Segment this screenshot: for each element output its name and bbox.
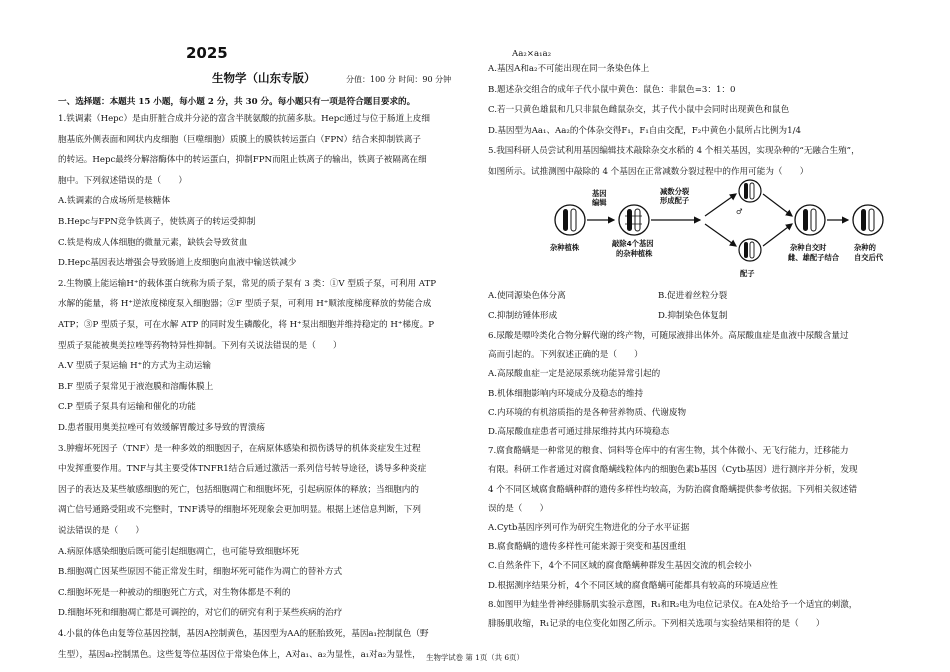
gene-edit-label-2: 编辑 [592, 198, 607, 207]
text-line: 4 个不同区域腐食酪螨种群的遗传多样性均较高，为防治腐食酪螨提供参考依据。下列相关叙述错 [488, 484, 858, 495]
text-line: 的转运。Hepc最终分解溶酶体中的转运蛋白，抑制FPN而阻止铁离子的输出，铁离子被隔离在细 [58, 155, 427, 166]
selfing-label-1: 杂种自交时 [790, 243, 827, 252]
text-line: A.病原体感染细胞后既可能引起细胞凋亡，也可能导致细胞坏死 [58, 546, 299, 557]
q5-option-d: D.抑制染色体复制 [658, 311, 728, 321]
arrow-from-gamete-top [763, 194, 792, 216]
score-time-info: 分值：100 分 时间：90 分钟 [346, 75, 452, 84]
selfing-label-2: 雌、雄配子结合 [788, 253, 840, 262]
meiosis-label-1: 减数分裂 [660, 187, 690, 196]
text-line: D.根据测序结果分析，4个不同区域的腐食酪螨可能都具有较高的环境适应性 [488, 580, 778, 591]
text-line: 8.如图甲为蛙坐骨神经腓肠肌实验示意图，R₁和R₂电为电位记录仪。在A处给予一个适宜的刺激， [488, 599, 858, 610]
text-line: 有限。科研工作者通过对腐食酪螨线粒体内的细胞色素b基因（Cytb基因）进行测序并分析，发现 [488, 465, 858, 476]
text-line: 说法错误的是（ ） [58, 526, 144, 536]
text-line: C.内环境的有机溶质指的是各种营养物质、代谢废物 [488, 407, 687, 418]
text-line: D.患者服用奥美拉唑可有效缓解胃酸过多导致的胃溃疡 [58, 423, 265, 433]
text-line: C.若一只黄色雄鼠和几只非鼠色雌鼠杂交，其子代小鼠中会同时出现黄色和鼠色 [488, 105, 790, 116]
text-line: 2.生物膜上能运输H⁺的载体蛋白统称为质子泵，常见的质子泵有 3 类：①V 型质子泵，可利用 ATP [58, 278, 437, 289]
meiosis-label-2: 形成配子 [660, 196, 690, 205]
text-line: C.细胞坏死是一种被动的细胞死亡方式，对生物体都是不利的 [58, 587, 291, 598]
text-line: C.P 型质子泵具有运输和催化的功能 [58, 402, 196, 413]
zygote-cell [795, 205, 825, 235]
text-line: 4.小鼠的体色由复等位基因控制，基因A控制黄色，基因型为AA的胚胎致死，基因a₁控制鼠色（野 [58, 629, 429, 639]
text-line: B.机体细胞影响内环境成分及稳态的维持 [488, 388, 644, 399]
hybrid-label: 杂种植株 [550, 243, 580, 252]
text-line: C.铁是构成人体细胞的微量元素，缺铁会导致贫血 [58, 237, 248, 248]
text-line: 腓肠肌收缩，R₁记录的电位变化如图乙所示。下列相关选项与实验结果相符的是（ ） [488, 619, 825, 629]
offspring-label-1: 杂种的 [854, 243, 876, 252]
text-line: 型质子泵能被奥美拉唑等药物特异性抑制。下列有关说法错误的是（ ） [58, 340, 342, 351]
text-line: 6.尿酸是嘌呤类化合物分解代谢的终产物，可随尿液排出体外。高尿酸血症是血液中尿酸含量过 [488, 331, 849, 341]
arrow-to-gamete-top [705, 194, 736, 216]
exam-subject-title: 生物学（山东专版） [212, 71, 316, 85]
q5-option-b: B.促进着丝粒分裂 [658, 291, 728, 301]
text-line: 1.铁调素（Hepc）是由肝脏合成并分泌的富含半胱氨酸的抗菌多肽。Hepc通过与位于肠道上皮细 [58, 114, 430, 124]
gene-edit-label-1: 基因 [592, 189, 607, 198]
female-gamete [739, 239, 761, 261]
male-gamete [739, 180, 761, 202]
genotype-fragment: Aa₂×a₁a₂ [512, 49, 552, 59]
arrow-to-gamete-bottom [705, 224, 736, 246]
text-line: 胞中。下列叙述错误的是（ ） [58, 175, 187, 186]
text-line: A.高尿酸血症一定是泌尿系统功能异常引起的 [488, 369, 661, 380]
apomixis-diagram [548, 178, 888, 286]
text-line: A.V 型质子泵运输 H⁺的方式为主动运输 [58, 361, 211, 372]
page-footer: 生物学试卷 第 1页（共 6页） [426, 653, 524, 662]
hybrid-cell [555, 205, 585, 235]
text-line: B.Hepc与FPN竞争铁离子，使铁离子的转运受抑制 [58, 217, 256, 227]
text-line: A.铁调素的合成场所是核糖体 [58, 196, 171, 207]
text-line: 水解的能量，将 H⁺逆浓度梯度泵入细胞器；②F 型质子泵，可利用 H⁺顺浓度梯度释放的势能合成 [58, 299, 432, 310]
exam-year: 2025 [186, 44, 228, 62]
text-line: D.基因型为Aa₁、Aa₂的个体杂交得F₁，F₁自由交配，F₂中黄色小鼠所占比例为1/4 [488, 125, 801, 136]
offspring-label-2: 自交后代 [854, 253, 884, 262]
text-line: 胞基底外侧表面和网状内皮细胞（巨噬细胞）质膜上的膜铁转运蛋白（FPN）结合来抑制铁离子 [58, 134, 422, 145]
text-line: B.细胞凋亡因某些原因不能正常发生时，细胞坏死可能作为凋亡的替补方式 [58, 567, 343, 578]
text-line: D.细胞坏死和细胞凋亡都是可调控的，对它们的研究有利于某些疾病的治疗 [58, 608, 343, 619]
text-line: C.自然条件下，4个不同区域的腐食酪螨种群发生基因交流的机会较小 [488, 561, 752, 572]
gamete-label: 配子 [740, 269, 755, 278]
text-line: 如图所示。试推测图中敲除的 4 个基因在正常减数分裂过程中的作用可能为（ ） [488, 167, 809, 177]
q5-option-c: C.抑制纺锤体形成 [488, 311, 558, 321]
knockout-label-2: 的杂种植株 [616, 249, 653, 258]
offspring-cell [853, 205, 883, 235]
arrow-from-gamete-bottom [763, 224, 792, 246]
knockout-cell [619, 205, 649, 235]
text-line: B.腐食酪螨的遗传多样性可能来源于突变和基因重组 [488, 542, 687, 553]
text-line: A.Cytb基因序列可作为研究生物进化的分子水平证据 [488, 523, 690, 533]
text-line: 凋亡信号通路受阻或不完整时，TNF诱导的细胞坏死现象会更加明显。根据上述信息判断，下列 [58, 505, 421, 516]
text-line: ATP；③P 型质子泵，可在水解 ATP 的同时发生磷酸化，将 H⁺泵出细胞并维持稳定的 H⁺梯度。P [58, 320, 434, 330]
text-line: 高而引起的。下列叙述正确的是（ ） [488, 350, 643, 361]
text-line: 误的是（ ） [488, 503, 549, 514]
male-symbol: ♂ [736, 207, 743, 216]
text-line: D.高尿酸血症患者可通过排尿维持其内环境稳态 [488, 427, 670, 437]
text-line: 3.肿瘤坏死因子（TNF）是一种多效的细胞因子，在病原体感染和损伤诱导的机体炎症发生过程 [58, 443, 421, 454]
text-line: 因子的表达及某些敏感细胞的死亡，包括细胞凋亡和细胞坏死，引起病原体的释放；当细胞内的 [58, 484, 419, 495]
section-title: 一、选择题：本题共 15 小题，每小题 2 分，共 30 分。每小题只有一项是符合题目要求的。 [58, 97, 416, 107]
text-line: 5.我国科研人员尝试利用基因编辑技术敲除杂交水稻的 4 个相关基因，实现杂种的“无融合生殖”， [488, 146, 860, 157]
q5-option-a: A.使同源染色体分离 [488, 291, 566, 301]
text-line: A.基因A和a₂不可能出现在同一条染色体上 [488, 64, 650, 74]
text-line: 中发挥重要作用。TNF与其主要受体TNFR1结合后通过激活一系列信号转导途径，诱导多种炎症 [58, 464, 427, 475]
text-line: B.F 型质子泵常见于液泡膜和溶酶体膜上 [58, 381, 214, 392]
text-line: B.题述杂交组合的成年子代小鼠中黄色：鼠色：非鼠色=3：1：0 [488, 84, 736, 95]
text-line: D.Hepc基因表达增强会导致肠道上皮细胞向血液中输送铁减少 [58, 258, 297, 269]
text-line: 7.腐食酪螨是一种常见的粮食、饲料等仓库中的有害生物，其个体微小、无飞行能力，迁移能力 [488, 446, 849, 457]
knockout-label-1: 敲除4个基因 [612, 239, 654, 248]
text-line: 生型），基因a₂控制黑色。这些复等位基因位于常染色体上，A对a₁、a₂为显性，a₁对a₂为显性， [58, 649, 421, 660]
